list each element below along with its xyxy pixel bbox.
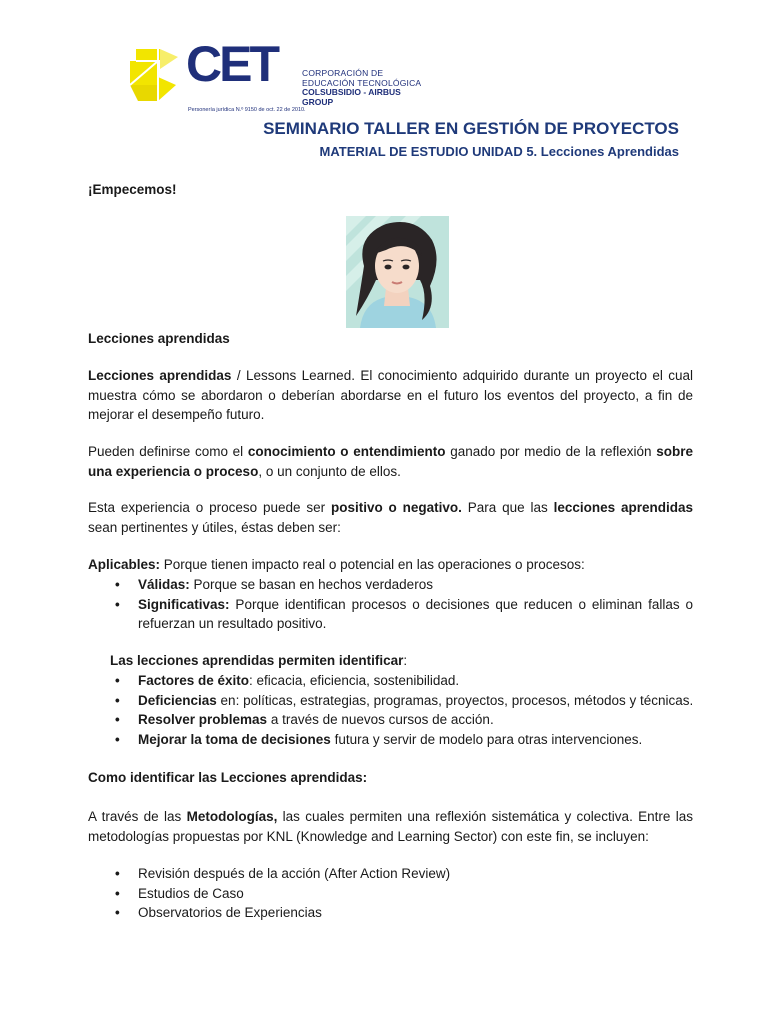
list-metodologias [88,864,693,923]
cet-logo-icon [130,47,186,103]
bold-run: sobre una experiencia o proceso [88,444,693,479]
document-title: SEMINARIO TALLER EN GESTIÓN DE PROYECTOS [263,119,679,138]
cet-logo [130,36,430,117]
bold-run: Válidas: [138,577,190,592]
text-run: A través de las [88,809,187,824]
text-run: Esta experiencia o proceso puede ser [88,500,331,515]
text-run: futura y servir de modelo para otras intervenciones. [330,731,643,747]
text-run: a través de nuevos cursos de acción. [267,712,494,727]
bold-run: Las lecciones aprendidas permiten identificar [110,653,404,668]
bold-run: Resolver problemas [138,712,268,727]
list-item: • Estudios de Caso [88,884,693,904]
paragraph-pueden [88,442,693,481]
text-run: Para que las [461,500,554,515]
logo-legal-note: Personería jurídica N.º 9150 de oct. 22 de 2010. [188,107,306,113]
list-aplicables [88,575,693,634]
bold-run: Deficiencias [138,692,217,708]
section-heading-lecciones: Lecciones aprendidas [88,331,230,346]
bold-run: Significativas: [138,596,230,612]
bold-run: Aplicables: [88,557,161,572]
text-run: : eficacia, eficiencia, sostenibilidad. [249,673,460,688]
list-item [88,671,703,691]
text-run: sean pertinentes y útiles, éstas deben ser: [88,519,341,535]
list-permiten [88,671,703,749]
aplicables-line [88,555,585,575]
text-run: , o un conjunto de ellos. [258,463,401,479]
term-lecciones: Lecciones aprendidas [88,368,232,383]
list-item: • Revisión después de la acción (After Action Review) [88,864,693,884]
text-run: en: políticas, estrategias, programas, proyectos, procesos, métodos y técnicas. [216,692,694,708]
document-subtitle: MATERIAL DE ESTUDIO UNIDAD 5. Lecciones Aprendidas [319,144,679,159]
avatar-woman-icon [346,216,449,328]
logo-line-1: CORPORACIÓN DE [302,68,384,78]
list-item [88,691,703,711]
bold-run: conocimiento o entendimiento [247,444,446,459]
bold-run: positivo o negativo. [330,500,462,515]
logo-line-2: EDUCACIÓN TECNOLÓGICA [302,77,422,88]
text-run: las cuales permiten una reflexión sistemática y colectiva. Entre las metodologías propuestas por KNL (Knowledge and Learning Sector) con este fin, se incluyen: [88,809,693,844]
logo-org-name [302,69,430,107]
text-run: ganado por medio de la reflexión [445,444,657,459]
list-item [88,575,693,595]
paragraph-definition [88,366,693,425]
permiten-line [110,651,407,671]
list-item [88,710,703,730]
text-run: Porque tienen impacto real o potencial en las operaciones o procesos: [160,557,585,572]
section-heading-como: Como identificar las Lecciones aprendidas: [88,770,368,785]
bold-run: Metodologías, [186,809,278,824]
bold-run: Mejorar la toma de decisiones [138,731,331,747]
intro-heading: ¡Empecemos! [88,182,177,197]
bold-run: lecciones aprendidas [553,500,693,515]
list-item [88,730,703,750]
logo-wordmark: CET [186,36,277,92]
text-run: Pueden definirse como el [88,444,248,459]
paragraph-metodologias [88,807,693,846]
text-run: Porque se basan en hechos verdaderos [189,577,433,592]
bold-run: Factores de éxito [138,673,250,688]
logo-line-3: COLSUBSIDIO - AIRBUS GROUP [302,87,401,107]
text-run: : [403,653,408,668]
list-item [88,595,693,634]
list-item: • Observatorios de Experiencias [88,903,693,923]
paragraph-experiencia [88,498,693,537]
definition-text: / Lessons Learned. El conocimiento adquirido durante un proyecto el cual muestra cómo se abordaron o deberían abordarse en el futuro los eventos del proyecto, a fin de mejorar el desempeño futuro. [88,368,694,422]
text-run: Porque identifican procesos o decisiones que reducen o eliminan fallas o refuerzan un resultado positivo. [138,596,693,631]
